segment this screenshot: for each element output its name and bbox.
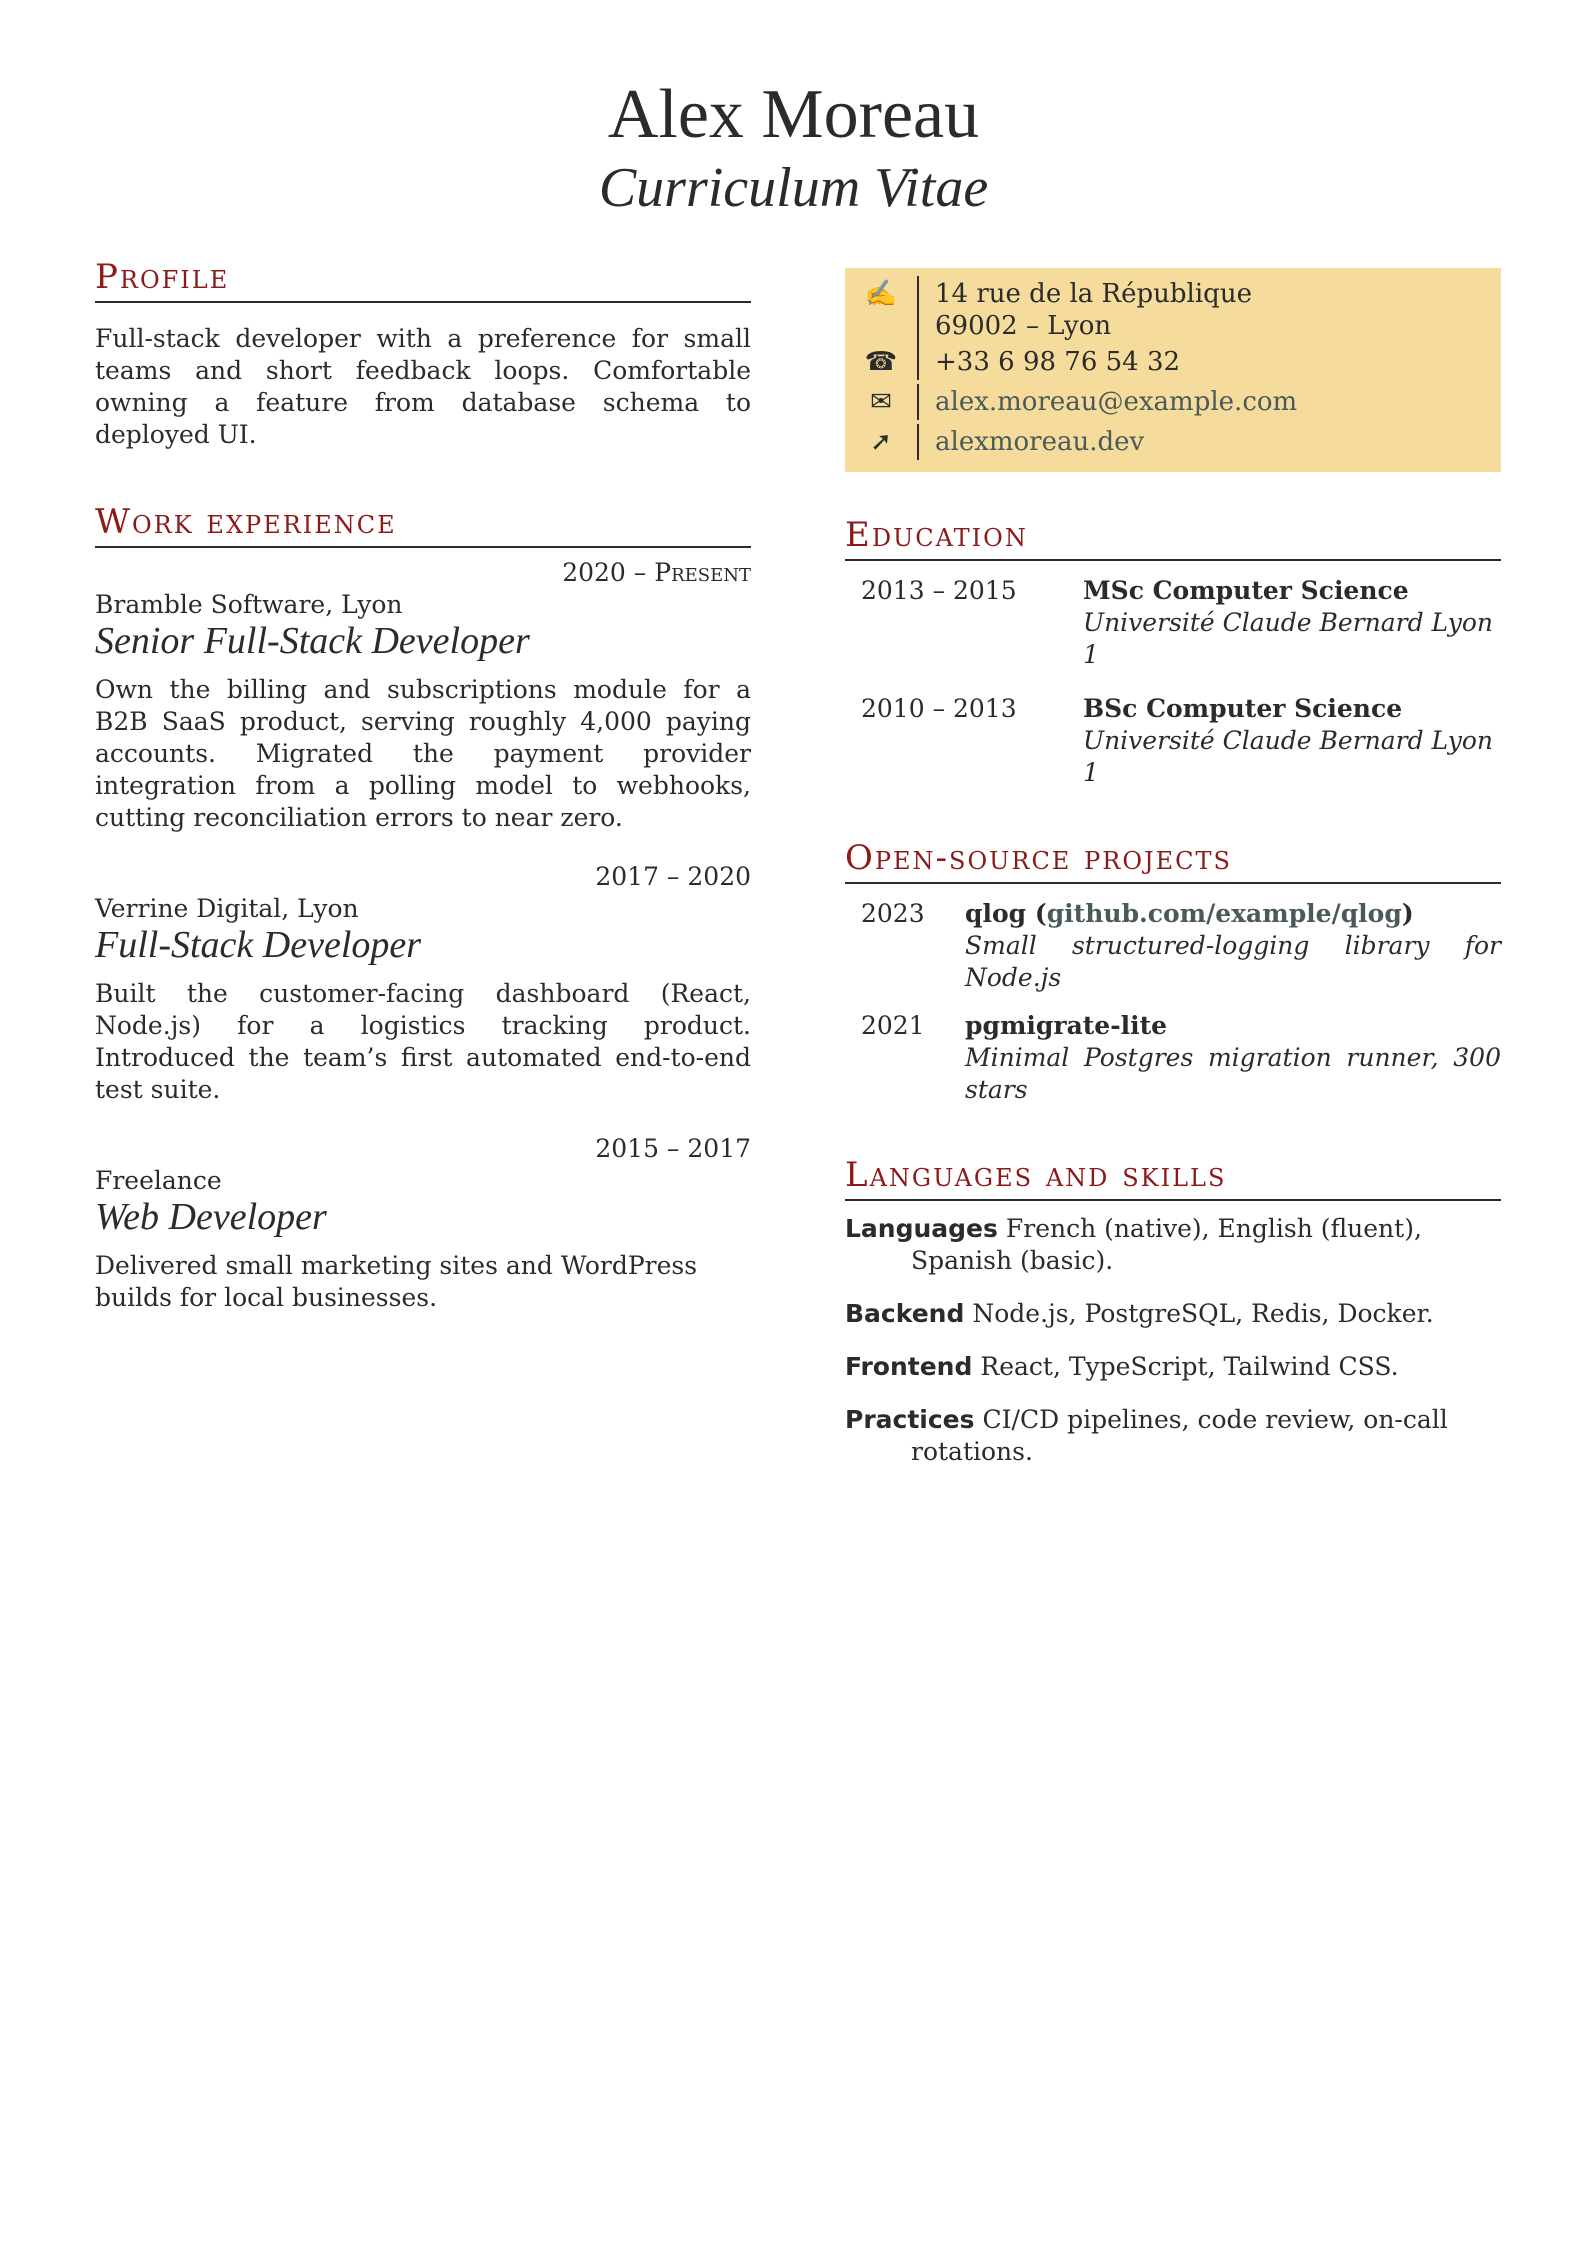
writing-hand-icon: ✍ (845, 276, 919, 344)
address-line-1: 14 rue de la République (935, 279, 1252, 309)
skill-item (845, 1298, 1501, 1330)
right-column (845, 268, 1501, 1489)
section-title-skills: Languages and skills (845, 1156, 1501, 1201)
envelope-icon: ✉ (845, 384, 919, 420)
arrow-link-icon: ➚ (845, 424, 919, 460)
job-dates: 2015 – 2017 (595, 1134, 751, 1164)
contact-email (845, 384, 1501, 424)
skill-item (845, 1351, 1501, 1383)
education-item (845, 693, 1501, 789)
address-line-2: 69002 – Lyon (935, 311, 1112, 341)
work-section (95, 503, 751, 1314)
projects-section (845, 839, 1501, 1106)
website-link[interactable]: alexmoreau.dev (935, 427, 1145, 457)
job-dates: 2017 – 2020 (595, 862, 751, 892)
skill-label: Languages (845, 1214, 998, 1244)
section-title-profile: Profile (95, 258, 751, 303)
job-description: Delivered small marketing sites and WordPress builds for local businesses. (95, 1251, 698, 1313)
job-description: Own the billing and subscriptions module for a B2B SaaS product, serving roughly 4,000 paying accounts. Migrated the payment provider integration from a polling model to webhooks, cutting reconciliation errors to near zero. (95, 675, 751, 833)
job-company: Freelance (95, 1166, 222, 1196)
job-entry (95, 1134, 751, 1314)
person-name: Alex Moreau (607, 76, 980, 153)
education-section (845, 516, 1501, 789)
skill-label: Frontend (845, 1352, 973, 1382)
education-school: Université Claude Bernard Lyon 1 (1083, 726, 1493, 788)
education-item (845, 575, 1501, 671)
job-role: Senior Full-Stack Developer (95, 620, 530, 663)
job-company: Verrine Digital, Lyon (95, 894, 359, 924)
skill-label: Practices (845, 1405, 975, 1435)
skill-value: French (native), English (fluent), Spanish (basic). (911, 1214, 1422, 1276)
education-degree: BSc Computer Science (1083, 694, 1403, 724)
profile-section (95, 258, 751, 451)
skills-section (845, 1156, 1501, 1468)
skill-value: CI/CD pipelines, code review, on-call rotations. (911, 1405, 1448, 1467)
project-description: Minimal Postgres migration runner, 300 stars (965, 1043, 1501, 1105)
job-role: Web Developer (95, 1196, 327, 1239)
project-link[interactable]: github.com/example/qlog (1046, 899, 1402, 929)
education-school: Université Claude Bernard Lyon 1 (1083, 608, 1493, 670)
education-dates: 2010 – 2013 (861, 694, 1017, 724)
skill-value: Node.js, PostgreSQL, Redis, Docker. (972, 1299, 1434, 1329)
contact-address (845, 276, 1501, 344)
job-dates: 2020 – Present (562, 558, 751, 588)
contact-box (845, 268, 1501, 472)
skill-item (845, 1213, 1501, 1277)
project-item: 2023 qlog (github.com/example/qlog) Small structured-logging library for Node.js (845, 898, 1501, 994)
skill-item (845, 1404, 1501, 1468)
section-title-work: Work experience (95, 503, 751, 548)
skill-value: React, TypeScript, Tailwind CSS. (980, 1352, 1399, 1382)
education-dates: 2013 – 2015 (861, 576, 1017, 606)
project-name: qlog (965, 899, 1027, 929)
section-title-education: Education (845, 516, 1501, 561)
contact-phone (845, 344, 1501, 384)
project-year: 2023 (861, 899, 925, 929)
phone-number[interactable]: +33 6 98 76 54 32 (935, 347, 1181, 377)
profile-text: Full-stack developer with a preference for small teams and short feedback loops. Comfortable owning a feature from database schema to deployed UI. (95, 324, 751, 450)
section-title-projects: Open-source projects (845, 839, 1501, 884)
job-entry (95, 558, 751, 834)
project-name: pgmigrate-lite (965, 1011, 1168, 1041)
project-year: 2021 (861, 1011, 925, 1041)
job-description: Built the customer-facing dashboard (React, Node.js) for a logistics tracking product. Introduced the team’s first automated end-to-end test suite. (95, 979, 751, 1105)
project-item (845, 1010, 1501, 1106)
job-company: Bramble Software, Lyon (95, 590, 403, 620)
contact-website (845, 424, 1501, 464)
skill-label: Backend (845, 1299, 965, 1329)
job-entry (95, 862, 751, 1106)
education-degree: MSc Computer Science (1083, 576, 1409, 606)
project-description: Small structured-logging library for Node.js (965, 931, 1501, 993)
left-column (95, 258, 751, 1314)
document-subtitle: Curriculum Vitae (598, 157, 989, 219)
phone-icon: ☎ (845, 344, 919, 380)
job-role: Full-Stack Developer (95, 924, 422, 967)
email-link[interactable]: alex.moreau@example.com (935, 387, 1298, 417)
